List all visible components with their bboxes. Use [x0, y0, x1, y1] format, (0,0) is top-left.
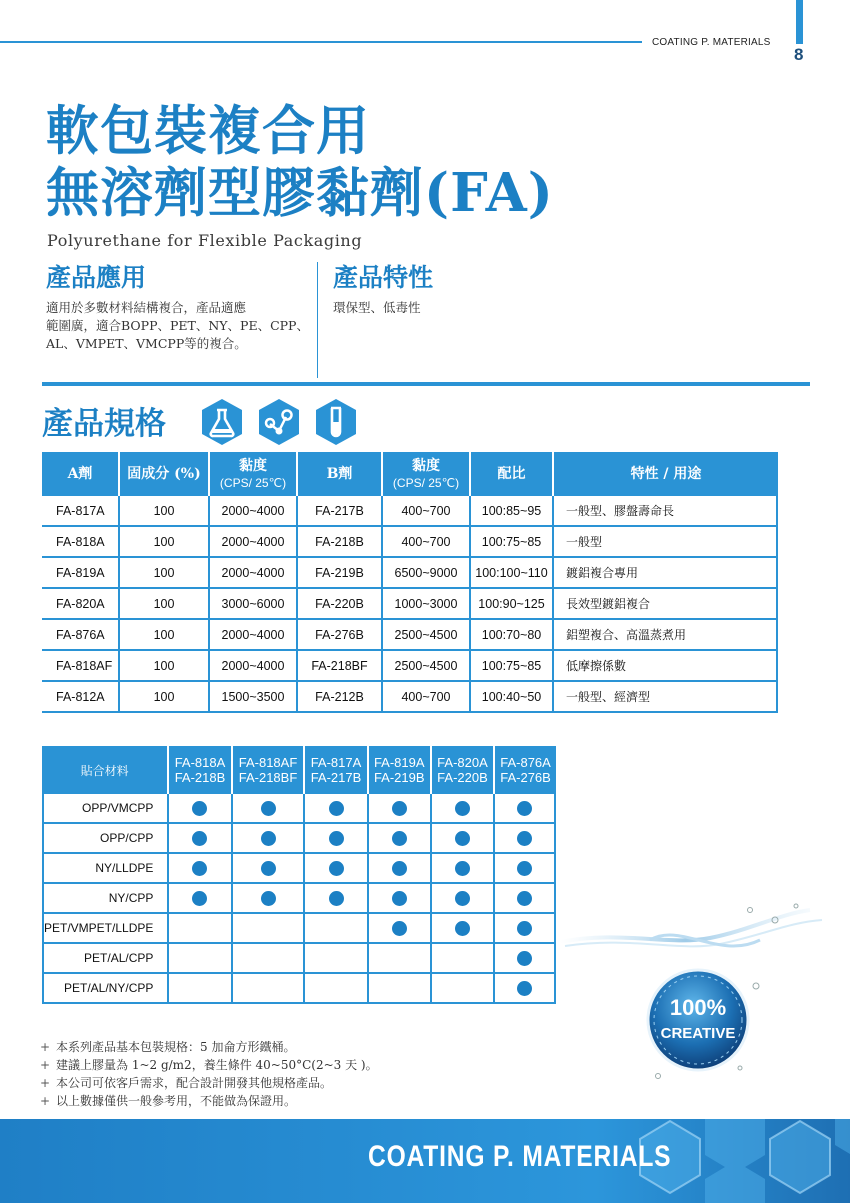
compat-corner: 貼合材料	[42, 746, 169, 794]
badge-percent: 100%	[669, 995, 727, 1020]
compat-cell	[495, 854, 556, 884]
viscosity-b-cell: 2500~4500	[383, 651, 471, 682]
solid-content-cell: 100	[120, 527, 210, 558]
material-cell: NY/CPP	[42, 884, 169, 914]
title-line-2: 無溶劑型膠黏劑(FA)	[46, 162, 554, 224]
compat-cell	[432, 854, 495, 884]
feature-cell: 鋁塑複合、高溫蒸煮用	[554, 620, 778, 651]
viscosity-b-cell: 2500~4500	[383, 620, 471, 651]
material-cell: PET/AL/CPP	[42, 944, 169, 974]
compatible-dot-icon	[392, 921, 407, 936]
spec-row	[42, 682, 778, 713]
b-agent-cell: FA-212B	[298, 682, 383, 713]
page-number: 8	[794, 45, 804, 64]
feature-cell: 一般型、膠盤壽命長	[554, 496, 778, 527]
solid-content-cell: 100	[120, 620, 210, 651]
compat-header-row	[42, 746, 556, 794]
material-cell: PET/VMPET/LLDPE	[42, 914, 169, 944]
compat-row	[42, 944, 556, 974]
compat-cell	[233, 824, 306, 854]
compat-cell	[432, 914, 495, 944]
feature-cell: 一般型	[554, 527, 778, 558]
compatible-dot-icon	[517, 861, 532, 876]
viscosity-unit: (CPS/ 25℃)	[392, 476, 460, 490]
compat-row	[42, 974, 556, 1004]
notes-list	[40, 1038, 378, 1110]
compatible-dot-icon	[261, 891, 276, 906]
viscosity-unit: (CPS/ 25℃)	[219, 476, 287, 490]
feature-cell: 鍍鋁複合專用	[554, 558, 778, 589]
compat-cell	[369, 884, 432, 914]
compat-cell	[495, 794, 556, 824]
compat-cell	[233, 794, 306, 824]
a-agent-cell: FA-820A	[42, 589, 120, 620]
feature-cell: 一般型、經濟型	[554, 682, 778, 713]
application-text	[46, 299, 309, 353]
compat-cell	[169, 854, 232, 884]
compat-cell	[169, 914, 232, 944]
compat-cell	[305, 824, 368, 854]
solid-content-cell: 100	[120, 589, 210, 620]
ratio-cell: 100:70~80	[471, 620, 554, 651]
viscosity-a-cell: 2000~4000	[210, 558, 298, 589]
compatible-dot-icon	[329, 861, 344, 876]
compat-column-header	[233, 746, 306, 794]
viscosity-b-cell: 6500~9000	[383, 558, 471, 589]
application-line: 範圍廣，適合BOPP、PET、NY、PE、CPP、	[46, 318, 309, 333]
material-cell: PET/AL/NY/CPP	[42, 974, 169, 1004]
compatible-dot-icon	[455, 831, 470, 846]
header-viscosity-a	[210, 452, 298, 496]
compatible-dot-icon	[517, 891, 532, 906]
compat-cell	[495, 944, 556, 974]
b-agent-cell: FA-220B	[298, 589, 383, 620]
compat-cell	[305, 944, 368, 974]
compatible-dot-icon	[329, 891, 344, 906]
viscosity-a-cell: 3000~6000	[210, 589, 298, 620]
viscosity-b-cell: 400~700	[383, 527, 471, 558]
compat-cell	[169, 824, 232, 854]
compatible-dot-icon	[261, 831, 276, 846]
spec-table	[42, 452, 778, 713]
solid-content-cell: 100	[120, 651, 210, 682]
features-text: 環保型、低毒性	[333, 300, 421, 315]
solid-content-cell: 100	[120, 496, 210, 527]
viscosity-a-cell: 2000~4000	[210, 620, 298, 651]
compat-row	[42, 914, 556, 944]
spec-heading: 產品規格	[42, 406, 166, 442]
ratio-cell: 100:75~85	[471, 651, 554, 682]
application-line: 適用於多數材料結構複合，產品適應	[46, 300, 247, 315]
material-cell: OPP/VMCPP	[42, 794, 169, 824]
a-agent-cell: FA-819A	[42, 558, 120, 589]
compatible-dot-icon	[329, 831, 344, 846]
compat-row	[42, 794, 556, 824]
ratio-cell: 100:75~85	[471, 527, 554, 558]
page-marker-bar	[796, 0, 803, 44]
viscosity-a-cell: 2000~4000	[210, 651, 298, 682]
compat-cell	[369, 944, 432, 974]
note-item: + 建議上膠量為 1~2 g/m2，養生條件 40~50°C(2~3 天 )。	[40, 1058, 378, 1072]
compatible-dot-icon	[192, 891, 207, 906]
compat-column-header	[305, 746, 368, 794]
note-item: + 以上數據僅供一般參考用，不能做為保證用。	[40, 1094, 297, 1108]
spec-row	[42, 558, 778, 589]
compatible-dot-icon	[192, 801, 207, 816]
compatible-dot-icon	[192, 861, 207, 876]
compatible-dot-icon	[392, 891, 407, 906]
note-text: 建議上膠量為 1~2 g/m2，養生條件 40~50°C(2~3 天 )。	[56, 1058, 378, 1072]
compat-row	[42, 854, 556, 884]
header-feature: 特性 / 用途	[554, 452, 778, 496]
ratio-cell: 100:40~50	[471, 682, 554, 713]
solid-content-cell: 100	[120, 682, 210, 713]
compat-product-code: FA-219B	[373, 770, 425, 785]
compat-product-code: FA-820A	[437, 755, 488, 770]
footer-text: COATING P. MATERIALS	[368, 1140, 672, 1173]
compat-cell	[169, 884, 232, 914]
b-agent-cell: FA-219B	[298, 558, 383, 589]
a-agent-cell: FA-817A	[42, 496, 120, 527]
header-rule	[0, 41, 642, 43]
a-agent-cell: FA-812A	[42, 682, 120, 713]
compatible-dot-icon	[261, 861, 276, 876]
compat-cell	[305, 914, 368, 944]
compat-product-code: FA-220B	[437, 770, 488, 785]
page-subtitle: Polyurethane for Flexible Packaging	[47, 231, 363, 250]
creative-badge	[560, 900, 850, 1090]
compat-cell	[432, 824, 495, 854]
viscosity-b-cell: 1000~3000	[383, 589, 471, 620]
a-agent-cell: FA-818A	[42, 527, 120, 558]
compat-cell	[369, 824, 432, 854]
compat-product-code: FA-817A	[310, 755, 362, 770]
feature-cell: 低摩擦係數	[554, 651, 778, 682]
compatible-dot-icon	[517, 981, 532, 996]
compat-cell	[305, 974, 368, 1004]
viscosity-b-cell: 400~700	[383, 496, 471, 527]
viscosity-a-cell: 1500~3500	[210, 682, 298, 713]
header-viscosity-b	[383, 452, 471, 496]
compatible-dot-icon	[392, 831, 407, 846]
material-cell: NY/LLDPE	[42, 854, 169, 884]
ratio-cell: 100:90~125	[471, 589, 554, 620]
note-item: + 本系列產品基本包裝規格：5 加侖方形鐵桶。	[40, 1040, 296, 1054]
flask-icon	[198, 398, 246, 446]
note-item: + 本公司可依客戶需求，配合設計開發其他規格產品。	[40, 1076, 333, 1090]
application-line: AL、VMPET、VMCPP等的複合。	[46, 336, 247, 351]
compatible-dot-icon	[329, 801, 344, 816]
compat-cell	[495, 824, 556, 854]
spec-header-row	[42, 452, 778, 496]
compat-column-header	[495, 746, 556, 794]
viscosity-label: 黏度	[239, 458, 267, 474]
features-heading: 產品特性	[333, 263, 434, 292]
compat-cell	[233, 914, 306, 944]
compat-cell	[233, 944, 306, 974]
header-solid-content: 固成分 (%)	[120, 452, 210, 496]
ratio-cell: 100:85~95	[471, 496, 554, 527]
viscosity-a-cell: 2000~4000	[210, 527, 298, 558]
header-b-agent: B劑	[298, 452, 383, 496]
ratio-cell: 100:100~110	[471, 558, 554, 589]
test-tube-icon	[312, 398, 360, 446]
compatible-dot-icon	[455, 891, 470, 906]
compatible-dot-icon	[455, 921, 470, 936]
compat-product-code: FA-818AF	[238, 755, 298, 770]
compat-product-code: FA-818A	[174, 755, 226, 770]
compat-cell	[369, 794, 432, 824]
compat-cell	[432, 944, 495, 974]
molecule-icon	[255, 398, 303, 446]
compatible-dot-icon	[517, 951, 532, 966]
note-text: 本系列產品基本包裝規格：5 加侖方形鐵桶。	[56, 1040, 296, 1054]
compatible-dot-icon	[192, 831, 207, 846]
header-title: COATING P. MATERIALS	[652, 37, 771, 48]
header-ratio: 配比	[471, 452, 554, 496]
compat-cell	[432, 794, 495, 824]
b-agent-cell: FA-217B	[298, 496, 383, 527]
compat-cell	[495, 884, 556, 914]
header-a-agent: A劑	[42, 452, 120, 496]
note-text: 本公司可依客戶需求，配合設計開發其他規格產品。	[56, 1076, 333, 1090]
viscosity-label: 黏度	[412, 458, 440, 474]
compatible-dot-icon	[392, 801, 407, 816]
compat-cell	[305, 884, 368, 914]
spec-row	[42, 527, 778, 558]
column-divider	[317, 262, 318, 378]
compat-row	[42, 824, 556, 854]
compatible-dot-icon	[455, 861, 470, 876]
badge-creative: CREATIVE	[660, 1025, 736, 1042]
compat-column-header	[169, 746, 232, 794]
compat-cell	[305, 854, 368, 884]
spec-row	[42, 496, 778, 527]
compatible-dot-icon	[455, 801, 470, 816]
compatible-dot-icon	[392, 861, 407, 876]
material-cell: OPP/CPP	[42, 824, 169, 854]
compatibility-table	[42, 746, 556, 1004]
compat-cell	[369, 974, 432, 1004]
solid-content-cell: 100	[120, 558, 210, 589]
compat-cell	[432, 974, 495, 1004]
compat-product-code: FA-217B	[310, 770, 362, 785]
spec-row	[42, 589, 778, 620]
compat-product-code: FA-819A	[373, 755, 425, 770]
feature-cell: 長效型鍍鋁複合	[554, 589, 778, 620]
b-agent-cell: FA-218B	[298, 527, 383, 558]
compat-cell	[432, 884, 495, 914]
compat-cell	[233, 974, 306, 1004]
compat-product-code: FA-218BF	[238, 770, 298, 785]
compatible-dot-icon	[261, 801, 276, 816]
section-rule	[42, 382, 810, 386]
compatible-dot-icon	[517, 831, 532, 846]
compatible-dot-icon	[517, 801, 532, 816]
application-heading: 產品應用	[46, 263, 147, 292]
spec-row	[42, 620, 778, 651]
compat-cell	[233, 884, 306, 914]
compat-cell	[495, 914, 556, 944]
page-title	[46, 100, 554, 224]
compat-product-code: FA-218B	[174, 770, 226, 785]
compat-cell	[169, 944, 232, 974]
compat-cell	[169, 974, 232, 1004]
compat-cell	[495, 974, 556, 1004]
compat-cell	[233, 854, 306, 884]
compatible-dot-icon	[517, 921, 532, 936]
compat-column-header	[369, 746, 432, 794]
compat-column-header	[432, 746, 495, 794]
compat-product-code: FA-876A	[500, 755, 551, 770]
viscosity-b-cell: 400~700	[383, 682, 471, 713]
title-line-1: 軟包裝複合用	[46, 100, 370, 162]
compat-product-code: FA-276B	[500, 770, 551, 785]
compat-cell	[369, 914, 432, 944]
compat-cell	[305, 794, 368, 824]
b-agent-cell: FA-276B	[298, 620, 383, 651]
a-agent-cell: FA-818AF	[42, 651, 120, 682]
compat-cell	[369, 854, 432, 884]
compat-cell	[169, 794, 232, 824]
viscosity-a-cell: 2000~4000	[210, 496, 298, 527]
a-agent-cell: FA-876A	[42, 620, 120, 651]
spec-row	[42, 651, 778, 682]
note-text: 以上數據僅供一般參考用，不能做為保證用。	[56, 1094, 297, 1108]
b-agent-cell: FA-218BF	[298, 651, 383, 682]
compat-row	[42, 884, 556, 914]
